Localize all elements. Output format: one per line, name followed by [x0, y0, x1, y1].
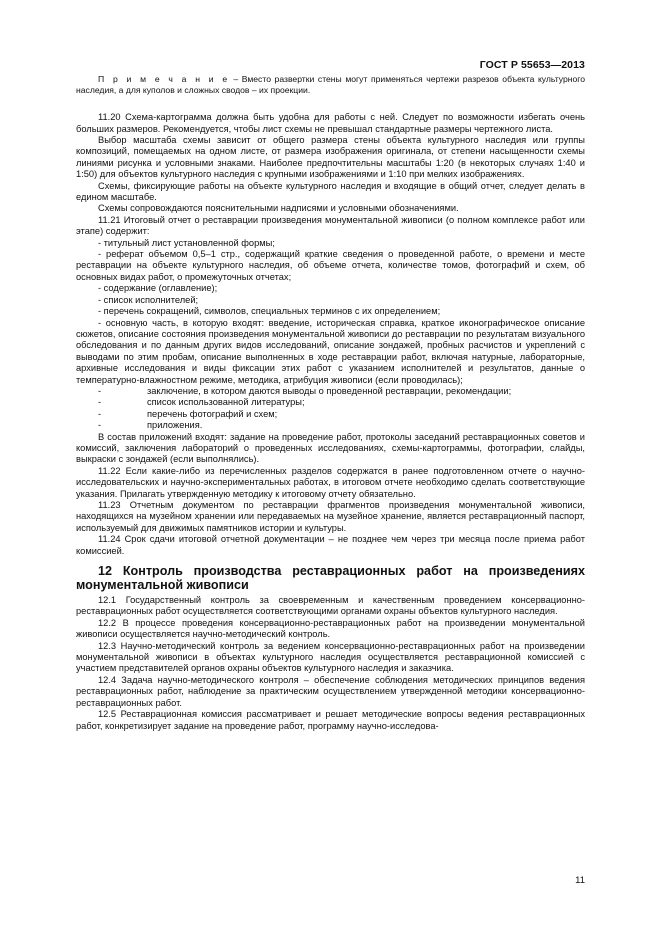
page-content	[76, 74, 585, 732]
note-text: – Вместо развертки стены могут применяться чертежи разрезов объекта культурного наследия, а для куполов и сложных сводов – их проекции.	[76, 74, 585, 95]
paragraph-12-2: 12.2 В процессе проведения консервационно-реставрационных работ на произведении монументальной живописи осуществляется научно-методический контроль.	[76, 617, 585, 640]
list-item-text: заключение, в котором даются выводы о проведенной реставрации, рекомендации;	[147, 385, 512, 396]
list-item	[76, 420, 585, 431]
paragraph-scale: Выбор масштаба схемы зависит от общего размера стены объекта культурного наследия или группы композиций, помещаемых на одном листе, от размера изображения оригинала, от степени насыщенности схемы линиями рисунка и условными знаками. Наиболее предпочтительны масштабы 1:20 (в некоторых случаях 1:40 и 1:50) для объектов культурного наследия с крупными изображениями и 1:10 при мелких изображениях.	[76, 135, 585, 180]
paragraph-12-5: 12.5 Реставрационная комиссия рассматривает и решает методические вопросы ведения реставрационных работ, конкретизирует задание на проведение работ, программу научно-исследова-	[76, 709, 585, 731]
list-item: - содержание (оглавление);	[98, 283, 218, 294]
list-item: - титульный лист установленной формы;	[98, 237, 275, 248]
list-dash: -	[98, 385, 102, 396]
paragraph-12-4: 12.4 Задача научно-методического контроля – обеспечение соблюдения методических принципов ведения реставрационных работ, наблюдение за практическим осуществлением утвержденной методики консервационно-реставрационных работ.	[76, 674, 585, 708]
list-item	[76, 397, 585, 408]
document-id: ГОСТ Р 55653—2013	[479, 59, 585, 71]
list-item: - список исполнителей;	[98, 294, 199, 305]
paragraph-accompany: Схемы сопровождаются пояснительными надписями и условными обозначениями.	[98, 203, 459, 214]
note-paragraph	[76, 74, 585, 95]
page-number: 11	[575, 875, 585, 886]
paragraph-11-20: 11.20 Схема-картограмма должна быть удобна для работы с ней. Следует по возможности избегать очень больших размеров. Рекомендуется, чтобы лист схемы не превышал стандартные размеры чертежного листа.	[76, 112, 585, 134]
list-dash: -	[98, 420, 102, 431]
paragraph-11-24: 11.24 Срок сдачи итоговой отчетной документации – не позднее чем через три месяца после приема работ комиссией.	[76, 534, 585, 556]
list-dash: -	[98, 408, 102, 419]
list-item: - реферат объемом 0,5–1 стр., содержащий краткие сведения о проведенной работе, о времени и месте реставрации на объекте культурного наследия, об объеме отчета, количестве томов, фотографий и схем, об основных видах работ, о промежуточных отчетах;	[76, 249, 585, 282]
list-item: - перечень сокращений, символов, специальных терминов с их определением;	[98, 306, 441, 317]
section-12-heading: 12 Контроль производства реставрационных работ на произведениях монументальной живописи	[76, 564, 585, 593]
paragraph-schemes: Схемы, фиксирующие работы на объекте культурного наследия и входящие в общий отчет, следует делать в едином масштабе.	[76, 180, 585, 203]
paragraph-appendix: В состав приложений входят: задание на проведение работ, протоколы заседаний реставрационных советов и комиссий, заключения лабораторий о проведенных исследованиях, схемы-картограммы, фотографии, слайды, выкраски с зондажей (если выполнялись).	[76, 431, 585, 465]
list-item	[76, 409, 585, 420]
paragraph-12-3: 12.3 Научно-методический контроль за ведением консервационно-реставрационных работ на произведении монументальной живописи в объектах культурного наследия осуществляется реставрационной комиссией с участием представителей органов охраны объектов культурного наследия и заказчика.	[76, 640, 585, 674]
note-label: П р и м е ч а н и е	[98, 74, 230, 84]
paragraph-11-22: 11.22 Если какие-либо из перечисленных разделов содержатся в ранее подготовленном отчете о научно-исследовательских и научно-экспериментальных работах, в итоговом отчете необходимо сделать соответствующие указания. Прилагать утвержденную методику к итоговому отчету обязательно.	[76, 465, 585, 499]
list-item: - основную часть, в которую входят: введение, историческая справка, краткое иконографическое описание сюжетов, описание состояния произведения монументальной живописи до реставрации по результатам визуального обследования и по данным других видов исследований, описание зондажей, пробных расчистов и укреплений с выводами по этим пробам, описание выполненных в ходе реставрации работ, включая натурные, лабораторные, архивные исследования и виды фиксации этих работ с указанием исполнителей и результатов, данные о температурно-влажностном режиме, методика, атрибуция живописи (если проводилась);	[76, 317, 585, 385]
paragraph-12-1: 12.1 Государственный контроль за своевременным и качественным проведением консервационно-реставрационных работ осуществляется соответствующими органами охраны объектов культурного наследия.	[76, 595, 585, 617]
paragraph-11-21: 11.21 Итоговый отчет о реставрации произведения монументальной живописи (о полном комплексе работ или этапе) содержит:	[76, 214, 585, 237]
list-item-text: список использованной литературы;	[147, 397, 305, 408]
list-dash: -	[98, 397, 102, 408]
list-item	[76, 386, 585, 397]
list-item-text: приложения.	[147, 420, 203, 431]
paragraph-11-23: 11.23 Отчетным документом по реставрации фрагментов произведения монументальной живописи, находящихся на музейном хранении или передаваемых на музейное хранение, является реставрационный паспорт, используемый для движимых памятников истории и культуры.	[76, 500, 585, 533]
list-item-text: перечень фотографий и схем;	[147, 408, 278, 419]
